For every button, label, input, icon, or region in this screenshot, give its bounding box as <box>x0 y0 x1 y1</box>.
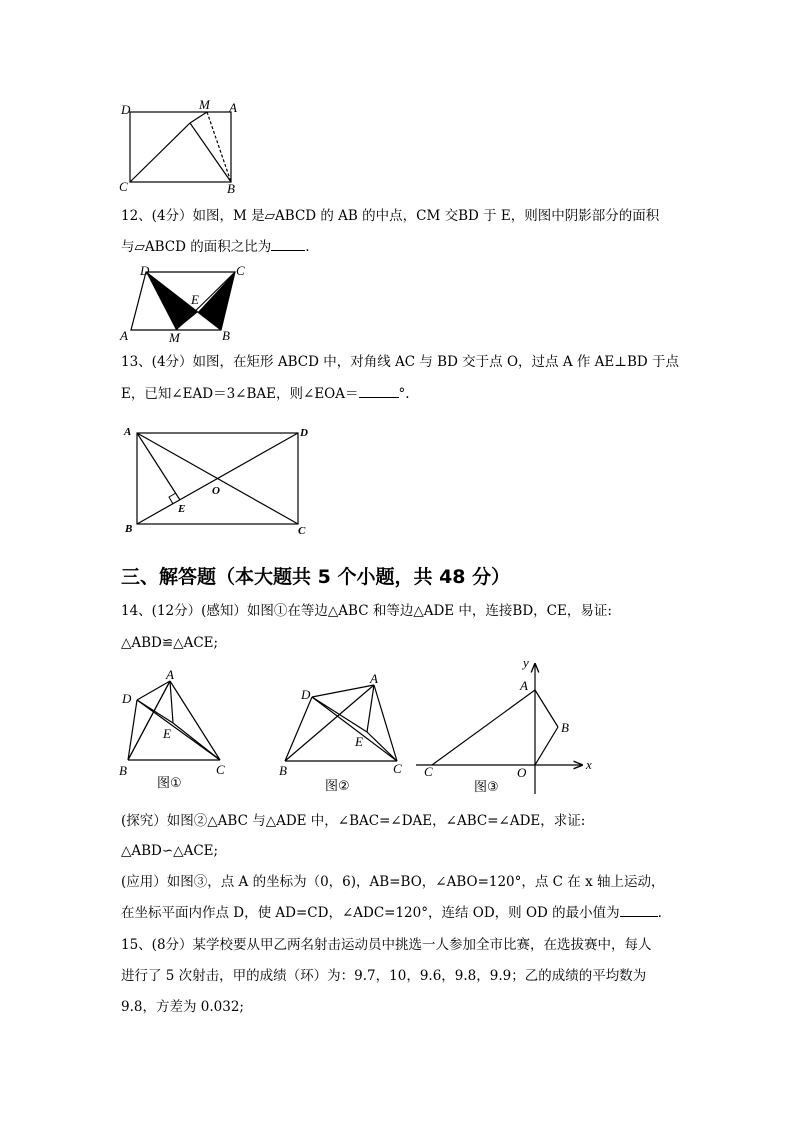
caption-fig2: 图② <box>325 779 350 794</box>
q14-apply-line2-text: 在坐标平面内作点 D，使 AD=CD，∠ADC=120°，连结 OD，则 OD 的最小值为 <box>121 905 620 921</box>
q14-apply-line1: (应用）如图③，点 A 的坐标为（0，6)，AB=BO，∠ABO=120°，点 C 在 x 轴上运动， <box>121 874 665 890</box>
label-m: M <box>199 97 210 112</box>
label-d: D <box>122 691 132 706</box>
label-e: E <box>178 503 186 515</box>
label-o: O <box>517 765 527 780</box>
answer-blank <box>359 385 399 398</box>
label-c: C <box>393 761 402 776</box>
label-y: y <box>523 655 529 670</box>
figure-parallelogram <box>115 262 255 346</box>
label-b: B <box>125 523 133 535</box>
q14-explore-line2: △ABD∽△ACE; <box>121 843 219 859</box>
label-a: A <box>166 667 174 682</box>
q13-line1: 13、(4分）如图，在矩形 ABCD 中，对角线 AC 与 BD 交于点 O，过点 A 作 AE⊥BD 于点 <box>121 354 679 370</box>
shaded-triangle-right <box>198 272 235 330</box>
label-d: D <box>140 263 150 278</box>
q14-apply-line2-end: . <box>657 905 662 921</box>
q14-apply-line2 <box>121 904 662 922</box>
figure-rectangle-abcd <box>118 422 318 540</box>
label-m: M <box>169 330 180 345</box>
label-c: C <box>424 764 433 779</box>
label-a: A <box>120 328 128 343</box>
q15-line3: 9.8，方差为 0.032; <box>121 999 244 1015</box>
figure-14-3 <box>412 652 602 802</box>
label-c: C <box>236 263 245 278</box>
label-b: B <box>561 720 569 735</box>
label-a: A <box>124 426 132 438</box>
label-b: B <box>279 763 287 778</box>
figure-rectangle-dmab <box>115 96 245 196</box>
figure-14-1 <box>115 665 235 795</box>
label-e: E <box>355 734 363 749</box>
label-b: B <box>227 181 235 196</box>
figure-14-2 <box>275 670 410 798</box>
label-o: O <box>212 485 220 497</box>
label-x: x <box>586 757 592 772</box>
label-d: D <box>301 687 311 702</box>
label-c: C <box>298 525 306 537</box>
label-a: A <box>520 678 528 693</box>
label-c: C <box>216 762 225 777</box>
q14-line1: 14、(12分）(感知）如图①在等边△ABC 和等边△ADE 中，连接BD，CE，易证: <box>121 603 612 619</box>
label-e: E <box>191 292 199 307</box>
q12-line2 <box>121 238 310 256</box>
label-d: D <box>300 427 308 439</box>
section-3-title: 三、解答题（本大题共 5 个小题，共 48 分） <box>121 566 511 588</box>
label-b: B <box>222 328 230 343</box>
q15-line2: 进行了 5 次射击，甲的成绩（环）为：9.7，10，9.6，9.8，9.9；乙的成绩的平均数为 <box>121 968 647 984</box>
caption-fig1: 图① <box>157 776 182 791</box>
answer-blank <box>620 904 658 917</box>
label-b: B <box>119 763 127 778</box>
answer-blank <box>271 238 305 251</box>
q15-line1: 15、(8分）某学校要从甲乙两名射击运动员中挑选一人参加全市比赛，在选拔赛中，每人 <box>121 937 652 953</box>
label-a: A <box>229 100 237 115</box>
q13-line2-end: °. <box>398 386 410 402</box>
q14-explore-line1: (探究）如图②△ABC 与△ADE 中，∠BAC=∠DAE，∠ABC=∠ADE，求证: <box>121 813 586 829</box>
caption-fig3: 图③ <box>474 780 499 795</box>
label-a: A <box>370 671 378 686</box>
label-d: D <box>121 102 131 117</box>
label-e: E <box>163 726 171 741</box>
q13-line2-text: E，已知∠EAD＝3∠BAE，则∠EOA＝ <box>121 386 359 402</box>
label-c: C <box>119 179 128 194</box>
q12-line1: 12、(4分）如图，M 是▱ABCD 的 AB 的中点，CM 交BD 于 E，则图中阴影部分的面积 <box>121 208 660 224</box>
q12-line2-text: 与▱ABCD 的面积之比为 <box>121 239 272 255</box>
q13-line2 <box>121 385 410 403</box>
q14-line2: △ABD≌△ACE; <box>121 635 219 651</box>
q12-line2-end: . <box>305 239 310 255</box>
